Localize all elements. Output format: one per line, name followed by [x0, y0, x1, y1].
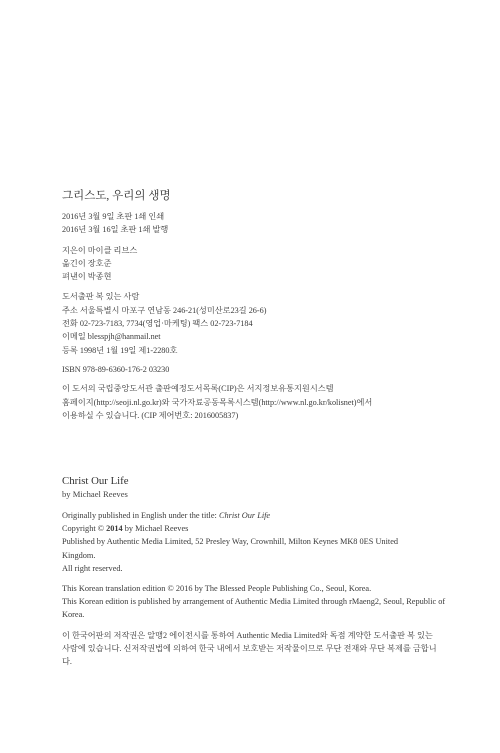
korean-section — [62, 188, 470, 422]
author-credit: 지은이 마이클 리브스 — [62, 245, 138, 255]
publish-date-line: 2016년 3월 16일 초판 1쇄 발행 — [62, 225, 169, 235]
copyright-prefix: Copyright © — [62, 524, 107, 534]
published-by: Published by Authentic Media Limited, 52 Presley Way, Crownhill, Milton Keynes MK8 0ES United Kingdom. — [62, 537, 399, 560]
copyright-year: 2014 — [106, 524, 123, 534]
korean-book-title: 그리스도, 우리의 생명 — [62, 190, 171, 202]
korean-edition-line: This Korean translation edition © 2016 by The Blessed People Publishing Co., Seoul, Korea. — [62, 584, 372, 594]
copyright-notice: 이 한국어판의 저작권은 알맹2 에이전시를 통하여 Authentic Media Limited와 독점 계약한 도서출판 복 있는 사람에 있습니다. 신저작권법에 의하여 한국 내에서 보호받는 저작물이므로 무단 전재와 무단 복제를 금합니다. — [62, 630, 437, 667]
publisher-address: 주소 서울특별시 마포구 연남동 246-21(성미산로23길 26-6) — [62, 305, 267, 315]
print-info — [62, 210, 470, 237]
original-pub-prefix: Originally published in English under the title: — [62, 511, 219, 520]
publisher-email: 이메일 blesspjh@hanmail.net — [62, 332, 161, 342]
publisher-registration: 등록 1998년 1월 19일 제1-2280호 — [62, 345, 178, 355]
cip-line: 이용하실 수 있습니다. (CIP 제어번호: 2016005837) — [62, 410, 239, 420]
korean-edition-info — [62, 582, 470, 622]
credits — [62, 244, 470, 284]
original-pub-title: Christ Our Life — [218, 511, 271, 520]
rights-reserved: All right reserved. — [62, 563, 123, 573]
translator-credit: 옮긴이 장호준 — [62, 258, 112, 268]
publisher-credit: 펴낸이 박종현 — [62, 272, 112, 282]
english-book-title: Christ Our Life — [62, 475, 129, 487]
original-publication — [62, 509, 470, 522]
cip-line: 이 도서의 국립중앙도서관 출판예정도서목록(CIP)은 서지정보유통지원시스템 — [62, 384, 334, 394]
copyright-line — [62, 522, 470, 535]
publisher-phone: 전화 02-723-7183, 7734(영업·마케팅) 팩스 02-723-7184 — [62, 319, 253, 329]
english-section — [62, 474, 470, 669]
cip-line: 홈페이지(http://seoji.nl.go.kr)와 국가자료공동목록시스템(http://www.nl.go.kr/kolisnet)에서 — [62, 397, 373, 407]
arrangement-line: This Korean edition is published by arrangement of Authentic Media Limited through rMaeng2, Seoul, Republic of Korea. — [62, 597, 446, 620]
isbn: ISBN 978-89-6360-176-2 03230 — [62, 364, 170, 374]
print-date-line: 2016년 3월 9일 초판 1쇄 인쇄 — [62, 212, 165, 221]
cip-notice — [62, 382, 470, 422]
publisher-name: 도서출판 복 있는 사람 — [62, 292, 140, 302]
english-author: by Michael Reeves — [62, 489, 128, 499]
english-rights — [62, 509, 470, 575]
copyright-suffix: by Michael Reeves — [122, 524, 189, 534]
publisher-info — [62, 290, 470, 356]
